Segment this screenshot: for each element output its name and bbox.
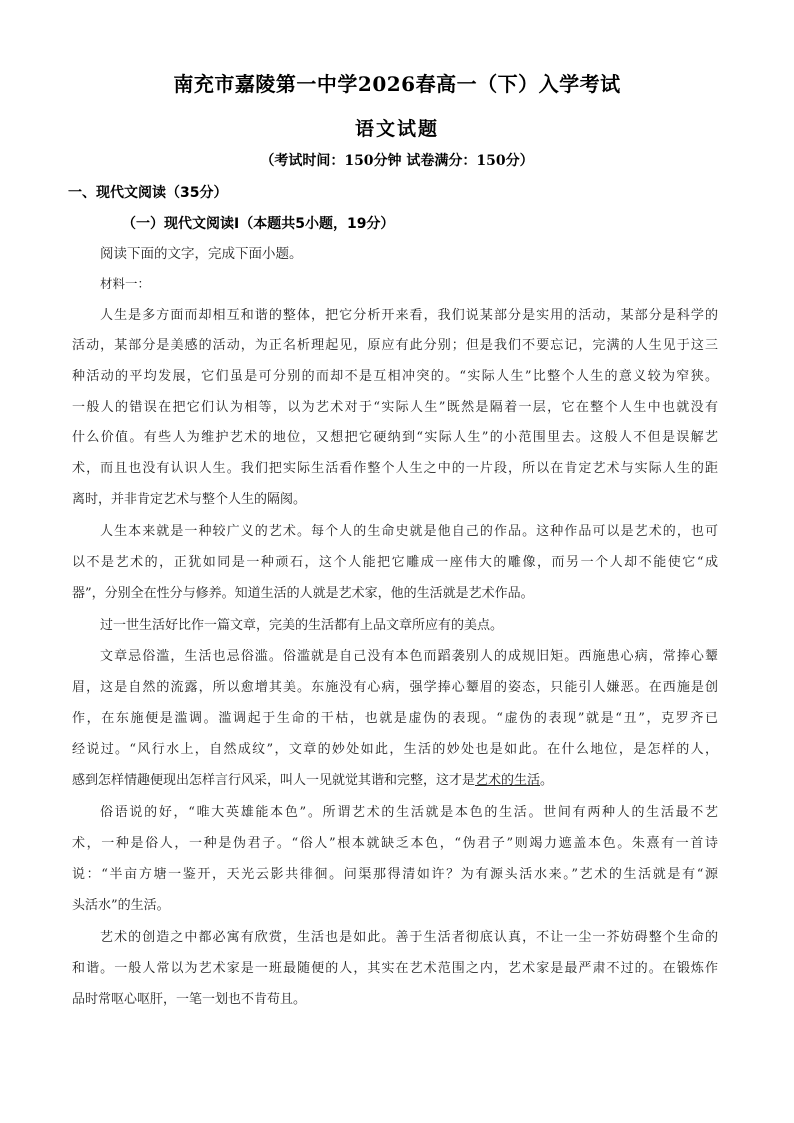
passage-line: 说：“半亩方塘一鉴开，天光云影共徘徊。问渠那得清如许？为有源头活水来。”艺术的生活就是有“源 bbox=[72, 867, 718, 882]
passage-line: 眉，这是自然的流露，所以愈增其美。东施没有心病，强学捧心颦眉的姿态，只能引人嫌恶。在西施是创 bbox=[72, 680, 718, 695]
passage-line: 文章忌俗滥，生活也忌俗滥。俗滥就是自己没有本色而蹈袭别人的成规旧矩。西施患心病，常捧心颦 bbox=[100, 649, 718, 664]
passage-line: 和谐。一般人常以为艺术家是一班最随便的人，其实在艺术范围之内，艺术家是最严肃不过的。在锻炼作 bbox=[72, 961, 718, 976]
passage-line: 术，一种是俗人，一种是伪君子。“俗人”根本就缺乏本色，“伪君子”则竭力遮盖本色。朱熹有一首诗 bbox=[72, 836, 718, 851]
passage-line: 头活水”的生活。 bbox=[72, 898, 170, 913]
passage-line: 感到怎样情趣便现出怎样言行风采，叫人一见就觉其谐和完整，这才是艺术的生活。 bbox=[72, 773, 554, 788]
subject-title: 语文试题 bbox=[354, 118, 439, 140]
passage-line: 术，而且也没有认识人生。我们把实际生活看作整个人生之中的一片段，所以在肯定艺术与实际人生的距 bbox=[72, 461, 718, 476]
passage-line: 种活动的平均发展，它们虽是可分别的而却不是互相冲突的。“实际人生”比整个人生的意义较为窄狭。 bbox=[72, 369, 718, 384]
passage-line: 一般人的错误在把它们认为相等，以为艺术对于“实际人生”既然是隔着一层，它在整个人生中也就没有 bbox=[72, 400, 718, 415]
passage-line: 离时，并非肯定艺术与整个人生的隔阂。 bbox=[72, 492, 307, 507]
passage-line: 过一世生活好比作一篇文章，完美的生活都有上品文章所应有的美点。 bbox=[100, 618, 504, 633]
passage-line: 活动，某部分是美感的活动，为正名析理起见，原应有此分别；但是我们不要忘记，完满的人生见于这三 bbox=[72, 338, 718, 353]
passage-line: 品时常呕心呕肝，一笔一划也不肯苟且。 bbox=[72, 992, 307, 1007]
passage-line: 俗语说的好，“唯大英雄能本色”。所谓艺术的生活就是本色的生活。世间有两种人的生活最不艺 bbox=[100, 805, 718, 820]
exam-title: 南充市嘉陵第一中学2026春高一（下）入学考试 bbox=[173, 72, 621, 96]
passage-line: 艺术的创造之中都必寓有欣赏，生活也是如此。善于生活者彻底认真，不让一尘一芥妨碍整个生命的 bbox=[100, 930, 718, 945]
material-label: 材料一： bbox=[100, 276, 151, 291]
passage-line: 经说过。“风行水上，自然成纹”，文章的妙处如此，生活的妙处也是如此。在什么地位，是怎样的人， bbox=[72, 742, 718, 757]
subsection-heading: （一）现代文阅读Ⅰ（本题共5小题，19分） bbox=[122, 216, 395, 232]
reading-instruction: 阅读下面的文字，完成下面小题。 bbox=[100, 246, 303, 262]
passage-line: 以不是艺术的，正犹如同是一种顽石，这个人能把它雕成一座伟大的雕像，而另一个人却不能使它“成 bbox=[72, 555, 718, 570]
passage-line: 人生本来就是一种较广义的艺术。每个人的生命史就是他自己的作品。这种作品可以是艺术的，也可 bbox=[100, 524, 718, 539]
underlined-phrase: 艺术的生活 bbox=[475, 773, 541, 788]
passage-line: 人生是多方面而却相互和谐的整体，把它分析开来看，我们说某部分是实用的活动，某部分是科学的 bbox=[100, 308, 718, 323]
section-heading: 一、现代文阅读（35分） bbox=[68, 185, 228, 201]
passage-line: 什么价值。有些人为维护艺术的地位，又想把它硬纳到“实际人生”的小范围里去。这般人不但是误解艺 bbox=[72, 430, 718, 445]
passage-line: 器”，分别全在性分与修养。知道生活的人就是艺术家，他的生活就是艺术作品。 bbox=[72, 586, 534, 601]
exam-info: （考试时间：150分钟 试卷满分：150分） bbox=[260, 153, 534, 169]
passage-line: 作，在东施便是滥调。滥调起于生命的干枯，也就是虚伪的表现。“虚伪的表现”就是“丑”，克罗齐已 bbox=[72, 711, 718, 726]
